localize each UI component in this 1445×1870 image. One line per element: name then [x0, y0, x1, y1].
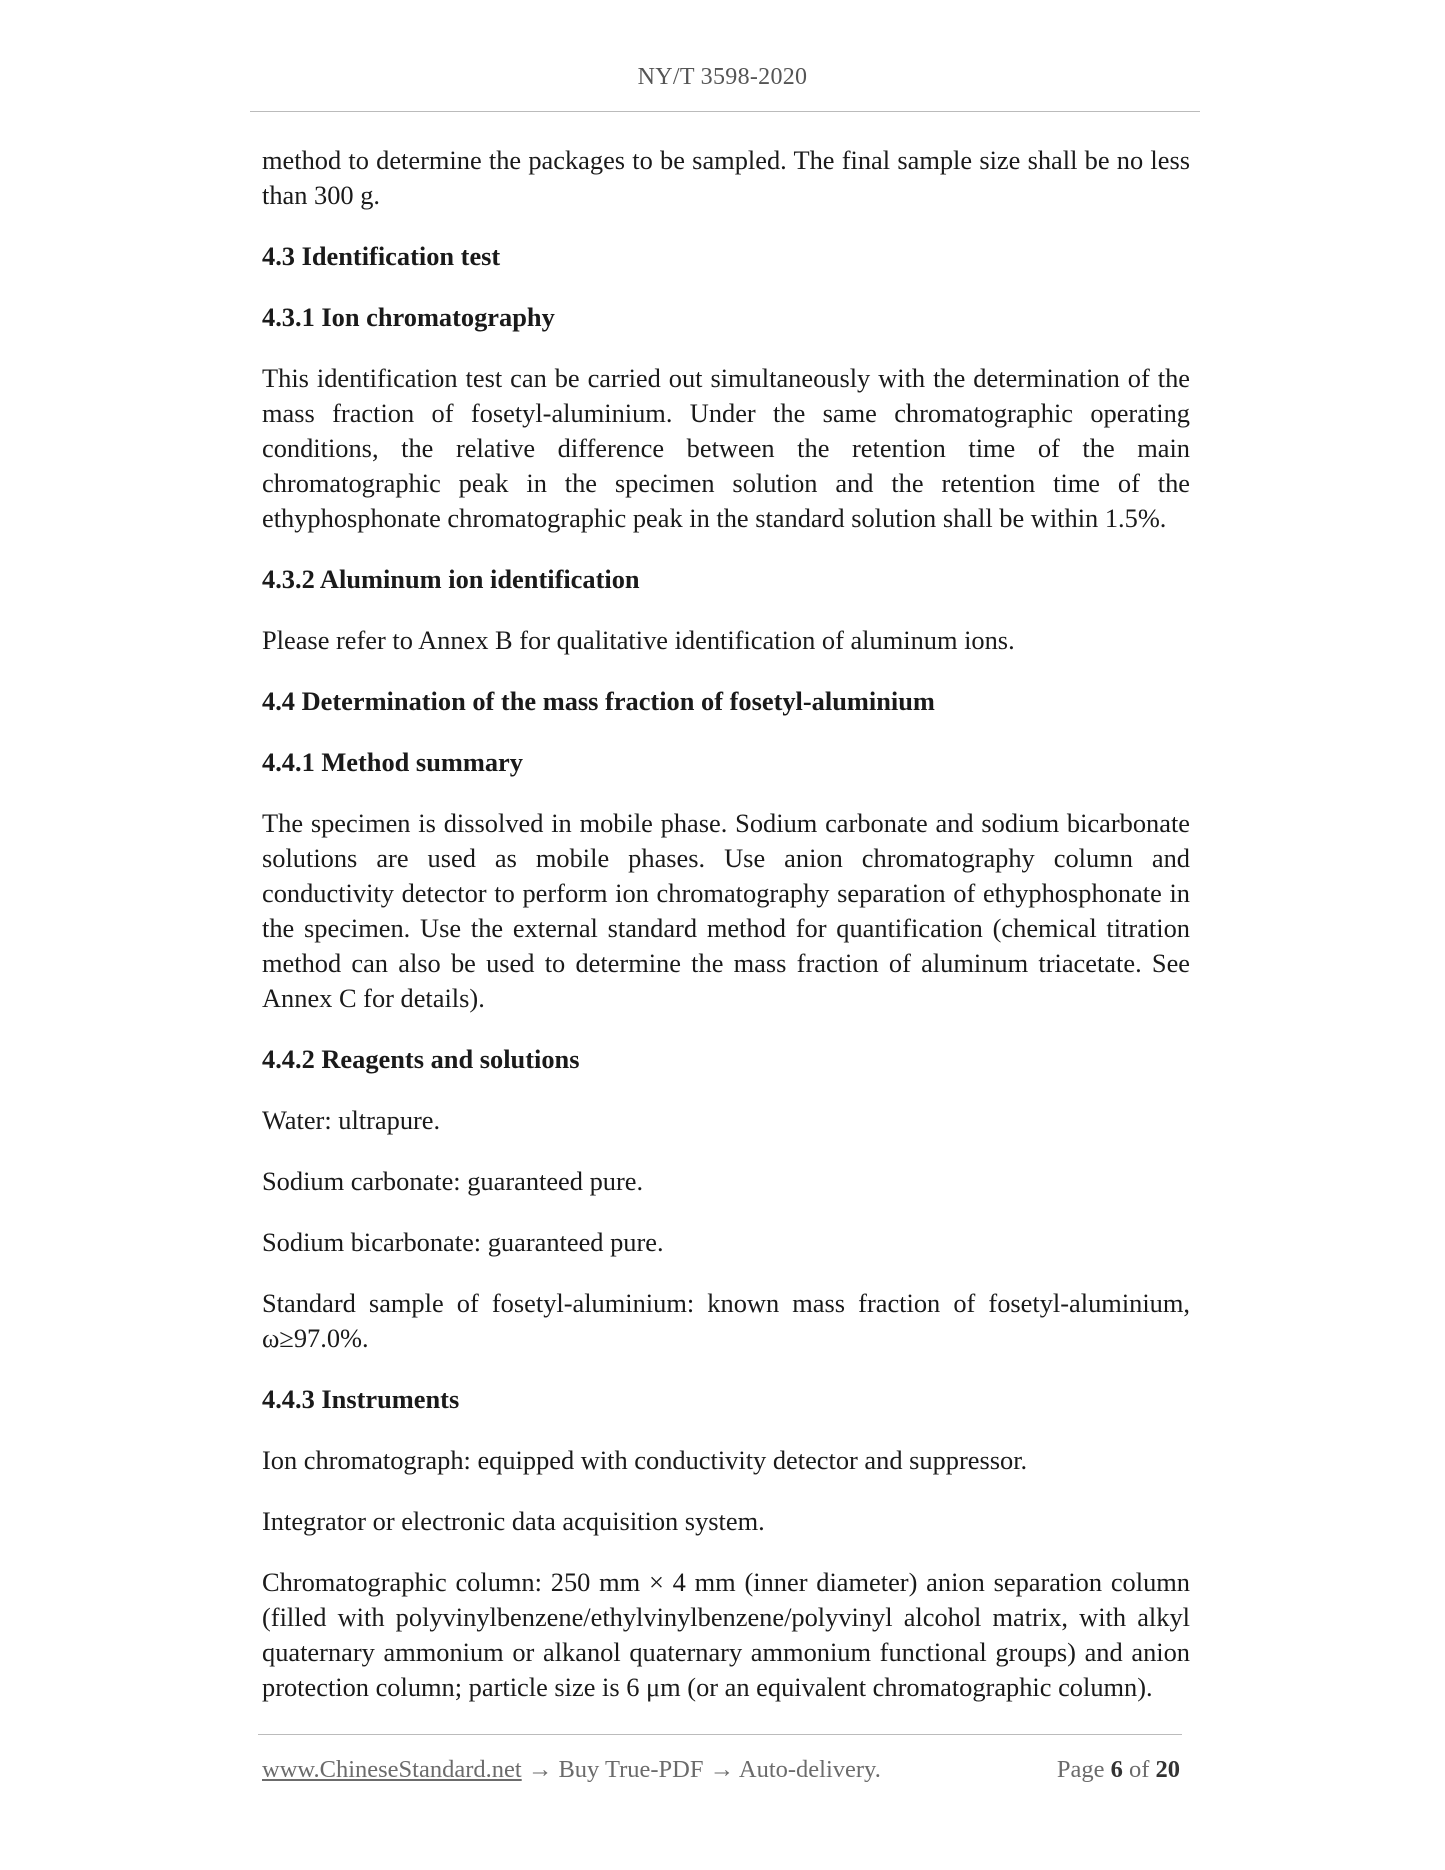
footer-promo — [262, 1756, 881, 1784]
paragraph-integrator: Integrator or electronic data acquisition system. — [262, 1506, 765, 1536]
page-current: 6 — [1110, 1756, 1123, 1783]
auto-delivery-label: Auto-delivery. — [738, 1756, 881, 1783]
page-word: Page — [1056, 1756, 1105, 1783]
paragraph-method-summary: The specimen is dissolved in mobile phase. Sodium carbonate and sodium bicarbonate solutions are used as mobile phases. Use anion chromatography column and conductivity detector to perform ion chromatography separation of ethyphosphonate in the specimen. Use the external standard method for quantification (chemical titration method can also be used to determine the mass fraction of aluminum triacetate. See Annex C for details). — [262, 808, 1190, 1013]
heading-4-3: 4.3 Identification test — [262, 241, 501, 271]
heading-4-4-2: 4.4.2 Reagents and solutions — [262, 1044, 580, 1074]
paragraph-chromatographic-column: Chromatographic column: 250 mm × 4 mm (inner diameter) anion separation column (filled with polyvinylbenzene/ethylvinylbenzene/polyvinyl alcohol matrix, with alkyl quaternary ammonium or alkanol quaternary ammonium functional groups) and anion protection column; particle size is 6 μm (or an equivalent chromatographic column). — [262, 1567, 1190, 1702]
page-total: 20 — [1155, 1756, 1180, 1783]
paragraph-ion-chromatograph: Ion chromatograph: equipped with conductivity detector and suppressor. — [262, 1445, 1028, 1475]
paragraph-ion-chromatography: This identification test can be carried out simultaneously with the determination of the mass fraction of fosetyl-aluminium. Under the same chromatographic operating conditions, the relative difference between the retention time of the main chromatographic peak in the specimen solution and the retention time of the ethyphosphonate chromatographic peak in the standard solution shall be within 1.5%. — [262, 363, 1190, 533]
site-link[interactable]: www.ChineseStandard.net — [262, 1756, 522, 1783]
footer-divider — [258, 1734, 1182, 1735]
arrow-right-icon: → — [709, 1756, 735, 1783]
heading-4-4-1: 4.4.1 Method summary — [262, 747, 523, 777]
of-word: of — [1128, 1756, 1150, 1783]
paragraph-intro: method to determine the packages to be sampled. The final sample size shall be no less than 300 g. — [262, 145, 1190, 210]
heading-4-4: 4.4 Determination of the mass fraction of fosetyl-aluminium — [262, 686, 935, 716]
document-header — [0, 64, 1445, 91]
heading-4-3-1: 4.3.1 Ion chromatography — [262, 302, 555, 332]
paragraph-sodium-carbonate: Sodium carbonate: guaranteed pure. — [262, 1166, 644, 1196]
document-body — [262, 143, 1190, 1731]
heading-4-4-3: 4.4.3 Instruments — [262, 1384, 460, 1414]
arrow-right-icon: → — [527, 1756, 553, 1783]
buy-pdf-label: Buy True-PDF — [558, 1756, 704, 1783]
paragraph-aluminum-ion: Please refer to Annex B for qualitative identification of aluminum ions. — [262, 625, 1015, 655]
paragraph-water: Water: ultrapure. — [262, 1105, 441, 1135]
standard-code: NY/T 3598-2020 — [637, 64, 808, 90]
header-divider — [250, 111, 1200, 112]
page-number — [1057, 1756, 1180, 1784]
heading-4-3-2: 4.3.2 Aluminum ion identification — [262, 564, 640, 594]
paragraph-sodium-bicarbonate: Sodium bicarbonate: guaranteed pure. — [262, 1227, 664, 1257]
paragraph-standard-sample: Standard sample of fosetyl-aluminium: known mass fraction of fosetyl-aluminium, ω≥97.0%. — [262, 1288, 1190, 1353]
